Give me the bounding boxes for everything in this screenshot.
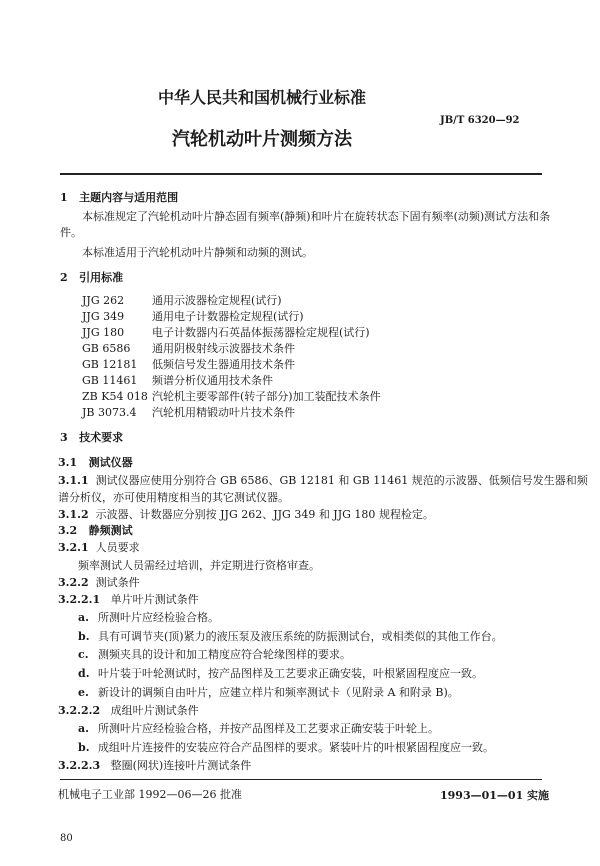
section-2-heading [60, 271, 123, 285]
section-title: 引用标准 [79, 271, 124, 284]
reference-title: 汽轮机主要零部件(转子部分)加工装配技术条件 [152, 390, 381, 403]
reference-code: GB 11461 [82, 374, 138, 387]
footer-rule [60, 779, 542, 780]
clause-3-2-2-3: 3.2.2.3 整圈(网状)连接叶片测试条件 [58, 759, 252, 772]
effective-date: 1993—01—01 实施 [440, 789, 550, 802]
item-text: 测频夹具的设计和加工精度应符合轮缘图样的要求。 [98, 648, 351, 662]
section-number: 2 [60, 271, 68, 284]
reference-item [82, 310, 304, 324]
document-title: 汽轮机动叶片测频方法 [172, 129, 352, 150]
reference-title: 电子计数器内石英晶体振荡器检定规程(试行) [152, 326, 370, 339]
reference-item [82, 374, 273, 388]
paragraph: 本标准适用于汽轮机动叶片静频和动频的测试。 [82, 246, 313, 259]
reference-code: GB 12181 [82, 358, 138, 371]
clause-3-2-2-1: 3.2.2.1 单片叶片测试条件 [58, 593, 199, 606]
reference-code: JJG 262 [82, 294, 125, 307]
reference-title: 汽轮机用精锻动叶片技术条件 [152, 406, 295, 419]
reference-code: JJG 349 [82, 310, 125, 323]
list-item [78, 686, 459, 700]
list-item [78, 630, 503, 644]
clause-3-1-2: 3.1.2 示波器、计数器应分别按 JJG 262、JJG 349 和 JJG 180 规程检定。 [58, 508, 434, 521]
reference-item [82, 294, 282, 308]
section-number: 1 [60, 191, 68, 204]
section-title: 主题内容与适用范围 [79, 191, 179, 204]
paragraph: 频率测试人员需经过培训，并定期进行资格审查。 [78, 559, 320, 572]
reference-code: ZB K54 018 [82, 390, 148, 403]
item-marker: b. [78, 629, 90, 643]
list-item [78, 667, 483, 681]
reference-title: 通用示波器检定规程(试行) [152, 294, 282, 307]
list-item [78, 611, 219, 625]
clause-3-2: 3.2 静频测试 [58, 524, 133, 537]
section-3-heading [60, 431, 123, 445]
reference-code: JB 3073.4 [82, 406, 137, 419]
reference-code: GB 6586 [82, 342, 131, 355]
reference-item [82, 406, 295, 420]
item-text: 新设计的调频自由叶片，应建立样片和频率测试卡（见附录 A 和附录 B)。 [98, 685, 459, 699]
clause-3-2-2: 3.2.2 测试条件 [58, 576, 140, 589]
list-item [78, 722, 439, 736]
reference-item [82, 358, 295, 372]
clause-3-1: 3.1 测试仪器 [58, 456, 133, 469]
item-marker: d. [78, 667, 90, 681]
list-item [78, 648, 351, 662]
item-text: 叶片装于叶轮测试时，按产品图样及工艺要求正确安装，叶根紧固程度应一致。 [98, 667, 483, 681]
clause-3-1-1: 3.1.1 测试仪器应使用分别符合 GB 6586、GB 12181 和 GB 11461 规范的示波器、低频信号发生器和频 [58, 474, 588, 487]
standard-number: JB/T 6320—92 [440, 115, 520, 126]
paragraph: 本标准规定了汽轮机动叶片静态固有频率(静频)和叶片在旋转状态下固有频率(动频)测试方法和条 [82, 210, 551, 223]
item-text: 所测叶片应经检验合格。 [98, 611, 219, 624]
reference-title: 低频信号发生器通用技术条件 [152, 358, 295, 371]
clause-3-2-2-2: 3.2.2.2 成组叶片测试条件 [58, 704, 199, 717]
approval-line: 机械电子工业部 1992—06—26 批准 [58, 788, 242, 801]
list-item [78, 741, 494, 755]
item-marker: a. [78, 722, 89, 735]
item-marker: e. [78, 685, 89, 699]
item-marker: a. [78, 611, 89, 624]
reference-title: 通用阴极射线示波器技术条件 [152, 342, 295, 355]
reference-item [82, 326, 370, 340]
org-title: 中华人民共和国机械行业标准 [158, 88, 367, 107]
page-number: 80 [60, 833, 73, 844]
item-marker: c. [78, 648, 89, 662]
header-rule [60, 173, 542, 175]
paragraph: 件。 [60, 226, 82, 239]
reference-title: 通用电子计数器检定规程(试行) [152, 310, 304, 323]
clause-3-2-1: 3.2.1 人员要求 [58, 541, 140, 554]
reference-item [82, 390, 381, 404]
section-title: 技术要求 [79, 431, 124, 444]
item-text: 具有可调节夹(顶)紧力的液压泵及液压系统的防振测试台，或相类似的其他工作台。 [98, 629, 503, 643]
reference-code: JJG 180 [82, 326, 125, 339]
section-1-heading [60, 191, 178, 205]
item-marker: b. [78, 741, 90, 754]
section-number: 3 [60, 431, 68, 444]
item-text: 所测叶片应经检验合格，并按产品图样及工艺要求正确安装于叶轮上。 [98, 722, 439, 735]
reference-item [82, 342, 295, 356]
paragraph: 谱分析仪，亦可使用精度相当的其它测试仪器。 [58, 491, 289, 504]
reference-title: 频谱分析仪通用技术条件 [152, 374, 273, 387]
item-text: 成组叶片连接件的安装应符合产品图样的要求。紧装叶片的叶根紧固程度应一致。 [98, 741, 494, 754]
